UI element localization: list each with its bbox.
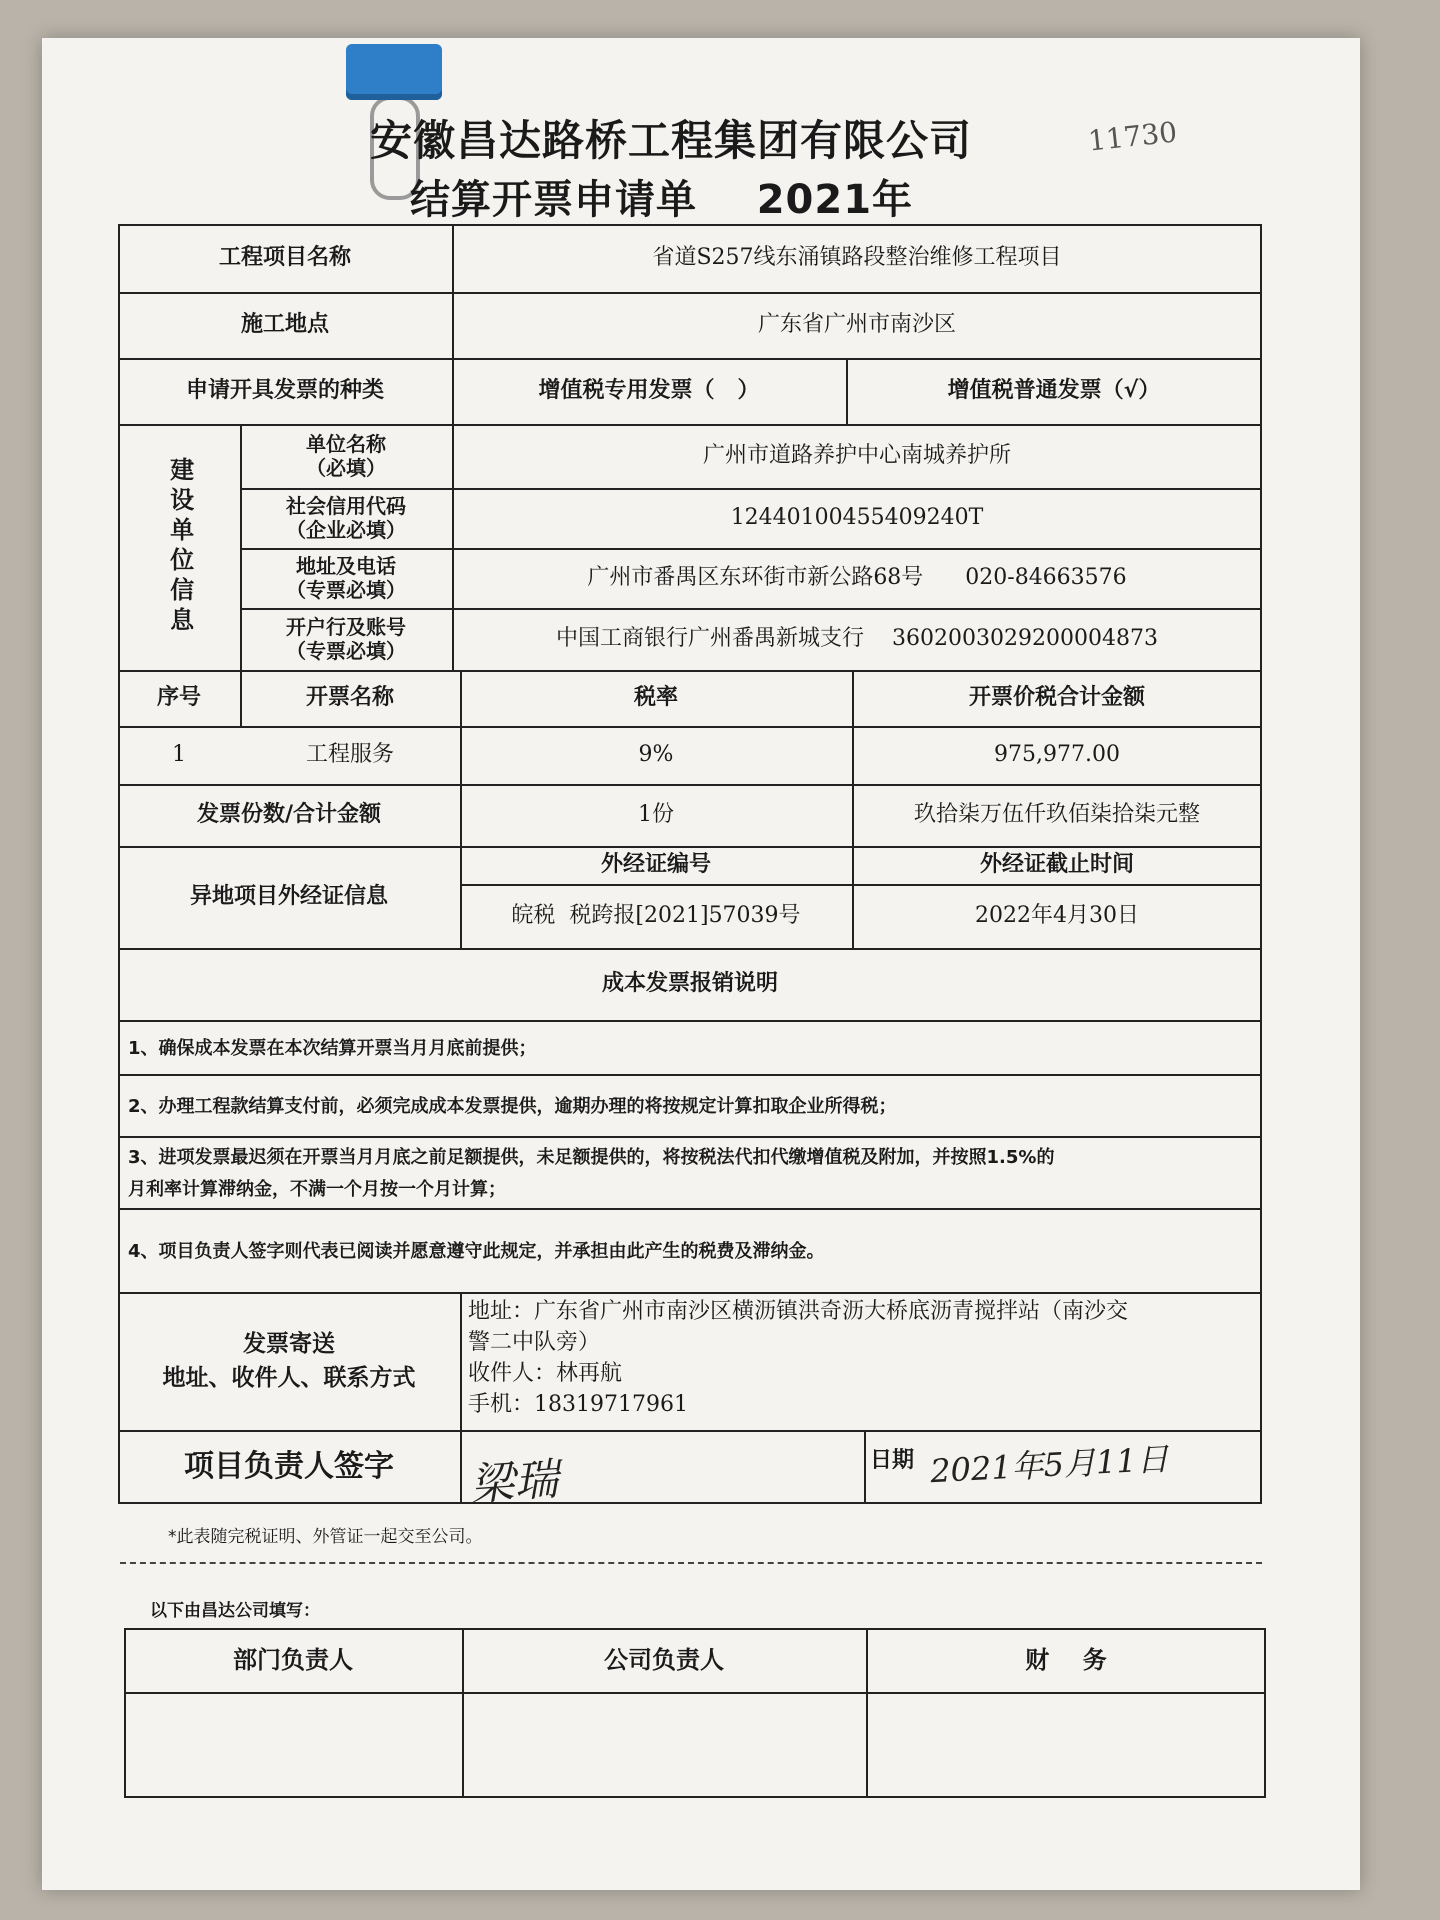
item-rate: 9%: [638, 741, 674, 767]
cost-note-3b: 月利率计算滞纳金，不满一个月按一个月计算；: [128, 1179, 506, 1200]
mailing-label-line2: 地址、收件人、联系方式: [162, 1365, 416, 1391]
client-label-3: 开户行及账号 （专票必填）: [286, 615, 406, 663]
items-header-name: 开票名称: [305, 684, 394, 710]
invoice-type-ordinary: 增值税普通发票（√）: [947, 377, 1161, 403]
finance-label: 财 务: [1025, 1645, 1107, 1674]
client-group-text: 建设单位信息: [165, 457, 194, 637]
external-no-value: 皖税 税跨报[2021]57039号: [511, 902, 801, 928]
cost-note-3a: 3、进项发票最迟须在开票当月月底之前足额提供，未足额提供的，将按税法代扣代缴增值税及附加，并按照1.5%的: [128, 1147, 1055, 1168]
external-deadline-label: 外经证截止时间: [979, 851, 1134, 877]
item-name: 工程服务: [305, 741, 394, 767]
totals-count: 1份: [638, 801, 674, 827]
client-label-1: 社会信用代码 （企业必填）: [286, 494, 406, 542]
company-name: 安徽昌达路桥工程集团有限公司: [370, 116, 973, 165]
client-value-0: 广州市道路养护中心南城养护所: [702, 442, 1011, 468]
mailing-label-line1: 发票寄送: [243, 1330, 335, 1357]
item-amount: 975,977.00: [994, 741, 1120, 767]
project-value: 省道S257线东涌镇路段整治维修工程项目: [652, 244, 1062, 270]
location-label: 施工地点: [240, 311, 329, 337]
mailing-details: [468, 1296, 1256, 1420]
items-header-no: 序号: [156, 684, 201, 710]
signature-label: 项目负责人签字: [184, 1449, 394, 1484]
location-value: 广东省广州市南沙区: [757, 311, 956, 337]
item-no: 1: [172, 741, 186, 767]
company-head-label: 公司负责人: [604, 1645, 724, 1674]
external-label: 异地项目外经证信息: [189, 883, 388, 909]
invoice-type-label: 申请开具发票的种类: [185, 377, 384, 403]
date-label: 日期: [870, 1447, 915, 1473]
cost-notes-title: 成本发票报销说明: [601, 970, 778, 996]
mailing-label: [118, 1292, 460, 1430]
items-header-amount: 开票价税合计金额: [968, 684, 1145, 710]
cut-line: [120, 1562, 1262, 1564]
binder-clip: [346, 44, 442, 100]
mailing-phone: 手机：18319717961: [468, 1392, 688, 1417]
form-title: 结算开票申请单 2021年: [410, 177, 914, 223]
client-value-1: 12440100455409240T: [730, 504, 984, 530]
client-label-0: 单位名称 （必填）: [306, 432, 386, 480]
footnote: *此表随完税证明、外管证一起交至公司。: [168, 1527, 483, 1547]
invoice-type-special: 增值税专用发票（ ）: [538, 377, 760, 403]
cost-note-4: 4、项目负责人签字则代表已阅读并愿意遵守此规定，并承担由此产生的税费及滞纳金。: [128, 1241, 825, 1262]
client-group-label: [118, 424, 240, 670]
handwritten-number: 11730: [1086, 115, 1179, 158]
company-fill-title: 以下由昌达公司填写：: [150, 1601, 320, 1621]
signature: 梁瑞: [468, 1453, 560, 1511]
dept-head-label: 部门负责人: [233, 1645, 353, 1674]
mailing-address-line1: 地址：广东省广州市南沙区横沥镇洪奇沥大桥底沥青搅拌站（南沙交: [468, 1299, 1129, 1324]
client-label-2: 地址及电话 （专票必填）: [286, 554, 406, 602]
cost-note-2: 2、办理工程款结算支付前，必须完成成本发票提供，逾期办理的将按规定计算扣取企业所得税；: [128, 1096, 897, 1117]
cost-note-1: 1、确保成本发票在本次结算开票当月月底前提供；: [128, 1038, 537, 1059]
client-value-3: 中国工商银行广州番禺新城支行 3602003029200004873: [556, 625, 1158, 651]
items-header-rate: 税率: [633, 684, 678, 710]
client-value-2: 广州市番禺区东环街市新公路68号 020-84663576: [587, 564, 1127, 590]
project-label: 工程项目名称: [218, 244, 351, 270]
date-value: 2021年5月11日: [929, 1439, 1170, 1491]
external-no-label: 外经证编号: [600, 851, 711, 877]
mailing-recipient: 收件人：林再航: [468, 1361, 623, 1386]
totals-amount-words: 玖拾柒万伍仟玖佰柒拾柒元整: [913, 801, 1200, 827]
mailing-address-line2: 警二中队旁）: [468, 1330, 601, 1355]
external-deadline-value: 2022年4月30日: [975, 902, 1139, 928]
totals-label: 发票份数/合计金额: [196, 801, 382, 827]
